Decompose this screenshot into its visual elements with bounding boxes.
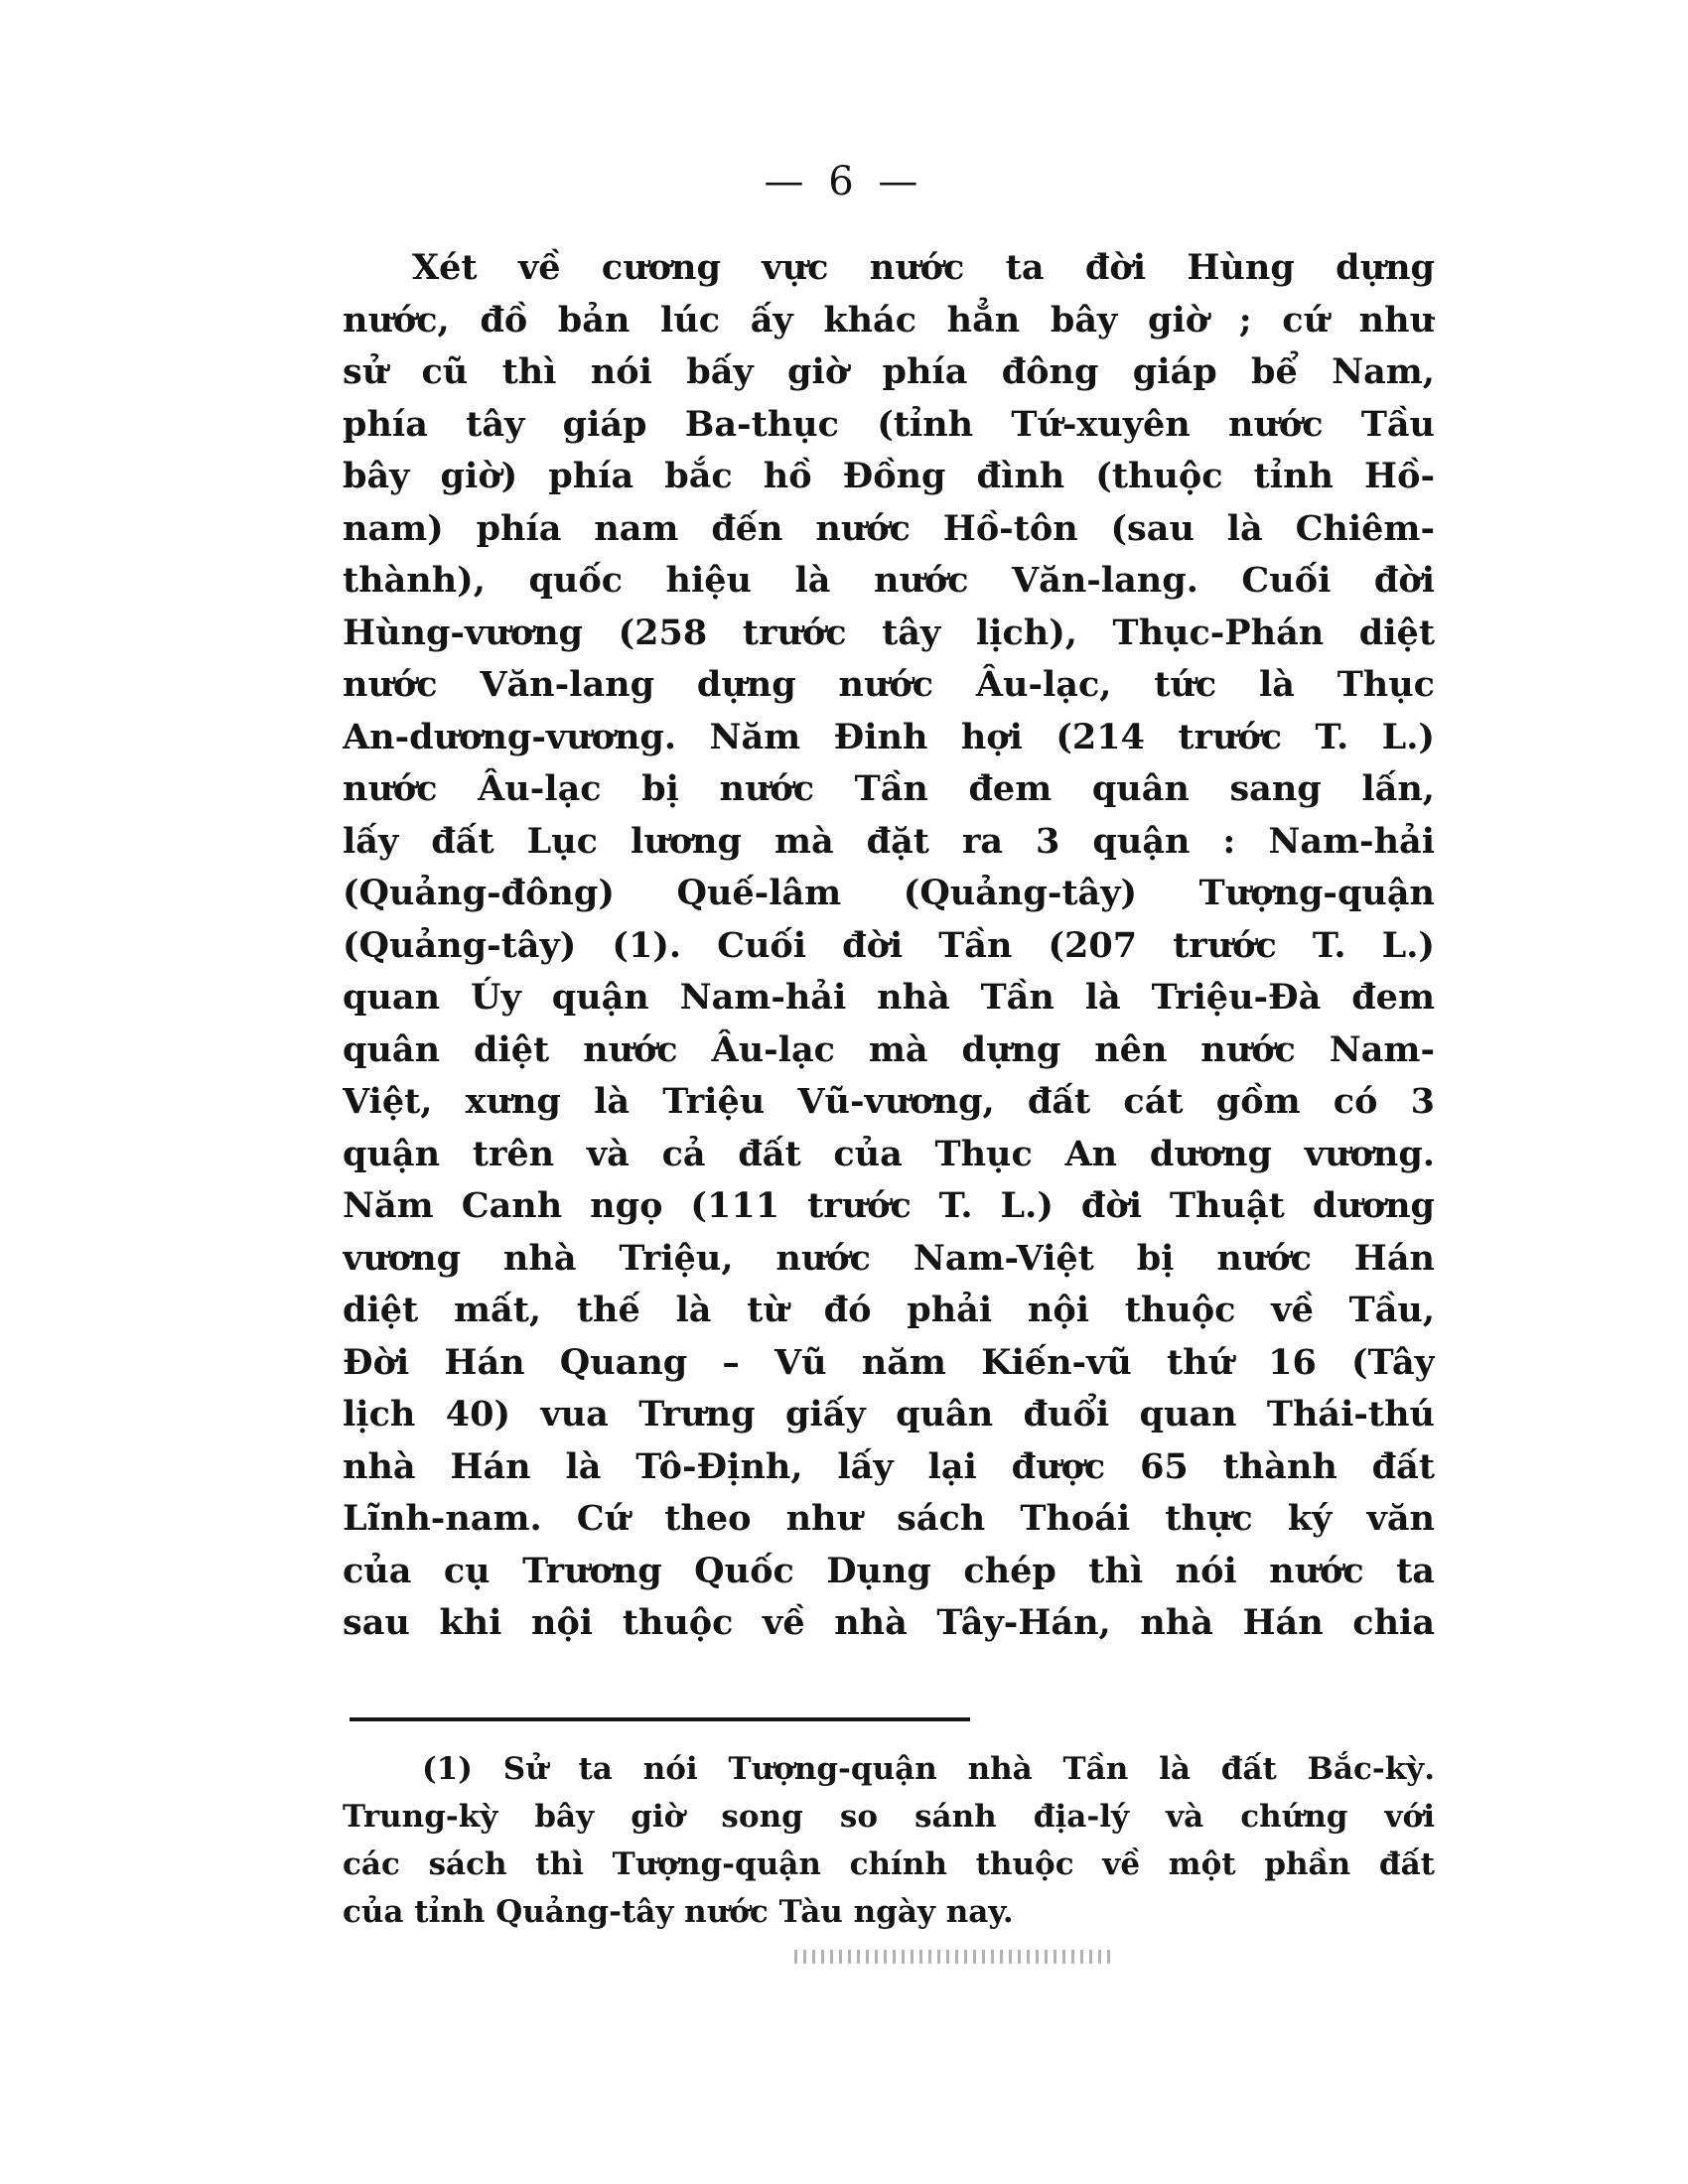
footnote xyxy=(343,1745,1435,1936)
text-line: thành), quốc hiệu là nước Văn-lang. Cuối đời xyxy=(343,560,1435,601)
text-line: (Quảng-tây) (1). Cuối đời Tần (207 trước T. L.) xyxy=(343,924,1435,966)
text-line: quân diệt nước Âu-lạc mà dựng nên nước Nam- xyxy=(343,1028,1435,1070)
text-line: lịch 40) vua Trưng giấy quân đuổi quan Thái-thú xyxy=(343,1394,1435,1434)
footnote-line: các sách thì Tượng-quận chính thuộc về một phần đất xyxy=(343,1846,1435,1882)
text-line: nước Văn-lang dựng nước Âu-lạc, tức là Thục xyxy=(343,664,1435,705)
text-line: Việt, xưng là Triệu Vũ-vương, đất cát gồm có 3 xyxy=(343,1081,1435,1122)
text-line: sau khi nội thuộc về nhà Tây-Hán, nhà Hán chia xyxy=(343,1602,1435,1643)
text-line: Lĩnh-nam. Cứ theo như sách Thoái thực ký văn xyxy=(343,1498,1435,1539)
page-number: — 6 — xyxy=(764,159,924,205)
text-line: Đời Hán Quang – Vũ năm Kiến-vũ thứ 16 (Tây xyxy=(343,1341,1435,1383)
text-line: nước Âu-lạc bị nước Tần đem quân sang lấn, xyxy=(343,768,1435,809)
footnote-line: Trung-kỳ bây giờ song so sánh địa-lý và chứng với xyxy=(343,1799,1435,1835)
text-line: An-dương-vương. Năm Đinh hợi (214 trước T. L.) xyxy=(343,716,1435,757)
text-line: vương nhà Triệu, nước Nam-Việt bị nước Hán xyxy=(343,1237,1435,1279)
print-smudge xyxy=(794,1950,1112,1964)
text-line: phía tây giáp Ba-thục (tỉnh Tứ-xuyên nước Tầu xyxy=(343,403,1435,445)
text-line: quận trên và cả đất của Thục An dương vương. xyxy=(343,1133,1435,1174)
text-line: nam) phía nam đến nước Hồ-tôn (sau là Chiêm- xyxy=(343,507,1435,549)
text-line: (Quảng-đông) Quế-lâm (Quảng-tây) Tượng-quận xyxy=(343,873,1435,913)
text-line: Hùng-vương (258 trước tây lịch), Thục-Phán diệt xyxy=(343,612,1435,653)
text-line: Xét về cương vực nước ta đời Hùng dựng xyxy=(412,247,1435,288)
text-line: của cụ Trương Quốc Dụng chép thì nói nước ta xyxy=(343,1550,1435,1591)
footnote-rule xyxy=(350,1717,970,1721)
text-line: sử cũ thì nói bấy giờ phía đông giáp bể Nam, xyxy=(343,351,1435,392)
footnote-line: của tỉnh Quảng-tây nước Tàu ngày nay. xyxy=(343,1894,1014,1930)
text-line: nhà Hán là Tô-Định, lấy lại được 65 thành đất xyxy=(343,1445,1435,1487)
text-line: quan Úy quận Nam-hải nhà Tần là Triệu-Đà đem xyxy=(343,977,1435,1018)
footnote-line: (1) Sử ta nói Tượng-quận nhà Tần là đất Bắc-kỳ. xyxy=(422,1751,1435,1787)
text-line: diệt mất, thế là từ đó phải nội thuộc về Tầu, xyxy=(343,1290,1435,1330)
text-line: bây giờ) phía bắc hồ Đồng đình (thuộc tỉnh Hồ- xyxy=(343,456,1435,496)
body-text xyxy=(343,242,1435,1650)
text-line: lấy đất Lục lương mà đặt ra 3 quận : Nam-hải xyxy=(343,820,1435,862)
text-line: nước, đồ bản lúc ấy khác hẳn bây giờ ; cứ như xyxy=(343,299,1435,341)
text-line: Năm Canh ngọ (111 trước T. L.) đời Thuật dương xyxy=(343,1185,1435,1226)
